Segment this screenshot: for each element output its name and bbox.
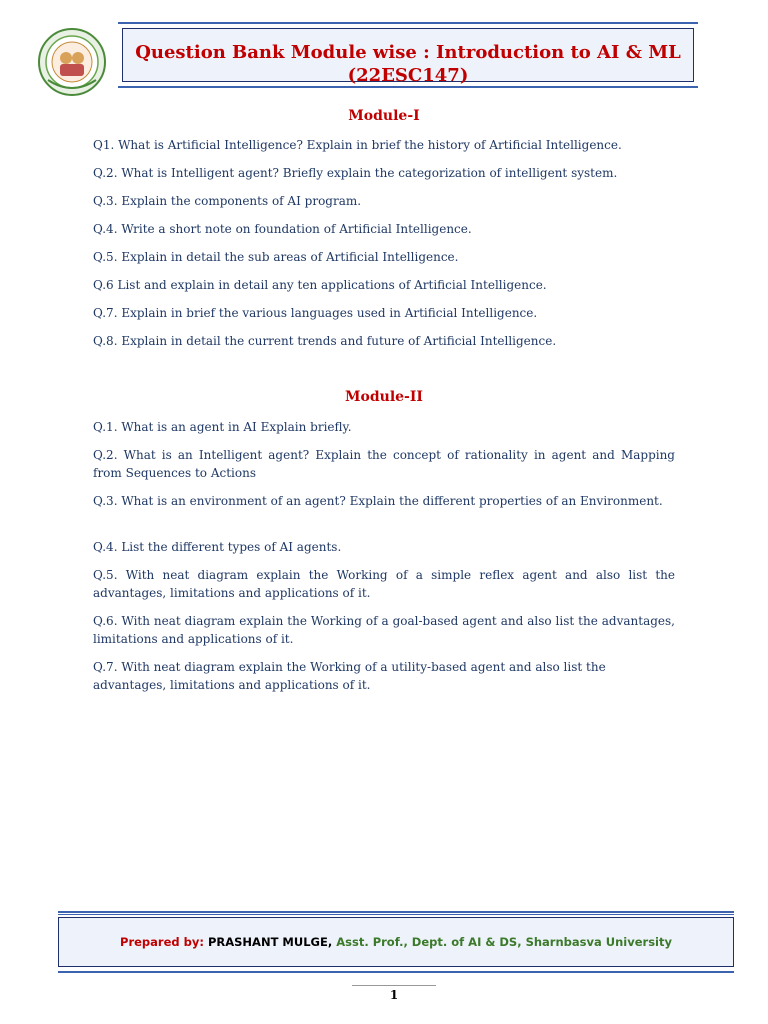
page-number: 1 [389,988,399,1002]
author-name: PRASHANT MULGE [207,935,328,949]
header-banner [118,22,698,88]
footer-credit [59,935,733,949]
module-1-question-4: Q.4. Write a short note on foundation of Artificial Intelligence. [93,222,472,236]
module-1-question-7: Q.7. Explain in brief the various languages used in Artificial Intelligence. [93,306,538,320]
footer-bottom-rule [58,971,734,973]
title-line-1: Question Bank Module wise : Introduction to AI & ML [135,42,681,63]
title-line-2: (22ESC147) [347,65,469,86]
header-top-rule [118,22,698,24]
footer-box [58,917,734,967]
module-2-heading: Module-II [345,389,423,405]
module-1-question-3: Q.3. Explain the components of AI program. [93,194,362,208]
title-box [122,28,694,86]
page-number-rule [352,985,436,986]
module-1-question-2: Q.2. What is Intelligent agent? Briefly explain the categorization of intelligent system. [93,166,618,180]
page-title [123,41,693,87]
footer-label: Prepared by: [120,935,204,949]
footer-banner [58,911,734,973]
module-1-question-6: Q.6 List and explain in detail any ten applications of Artificial Intelligence. [93,278,547,292]
module-2-question-5: Q.5. With neat diagram explain the Working of a simple reflex agent and also list the advantages, limitations and applications of it. [93,568,675,600]
module-1-question-5: Q.5. Explain in detail the sub areas of Artificial Intelligence. [93,250,459,264]
module-2-question-3: Q.3. What is an environment of an agent? Explain the different properties of an Environment. [93,494,663,508]
module-2-question-7: Q.7. With neat diagram explain the Working of a utility-based agent and also list the advantages, limitations and applications of it. [93,660,606,692]
footer-comma: , [327,935,333,949]
author-role: Asst. Prof., Dept. of AI & DS, Sharnbasva University [336,935,672,949]
module-2-question-2: Q.2. What is an Intelligent agent? Explain the concept of rationality in agent and Mapping from Sequences to Actions [93,448,675,480]
module-1-question-1: Q1. What is Artificial Intelligence? Explain in brief the history of Artificial Intelligence. [93,138,622,152]
university-logo [38,26,106,98]
module-2-question-1: Q.1. What is an agent in AI Explain briefly. [93,420,352,434]
footer-top-rule [58,911,734,913]
module-1-question-8: Q.8. Explain in detail the current trends and future of Artificial Intelligence. [93,334,557,348]
module-2-question-6: Q.6. With neat diagram explain the Working of a goal-based agent and also list the advantages, limitations and applications of it. [93,614,675,646]
footer-top-rule-thin [58,914,734,915]
module-2-question-4: Q.4. List the different types of AI agents. [93,540,342,554]
module-1-heading: Module-I [348,108,420,124]
